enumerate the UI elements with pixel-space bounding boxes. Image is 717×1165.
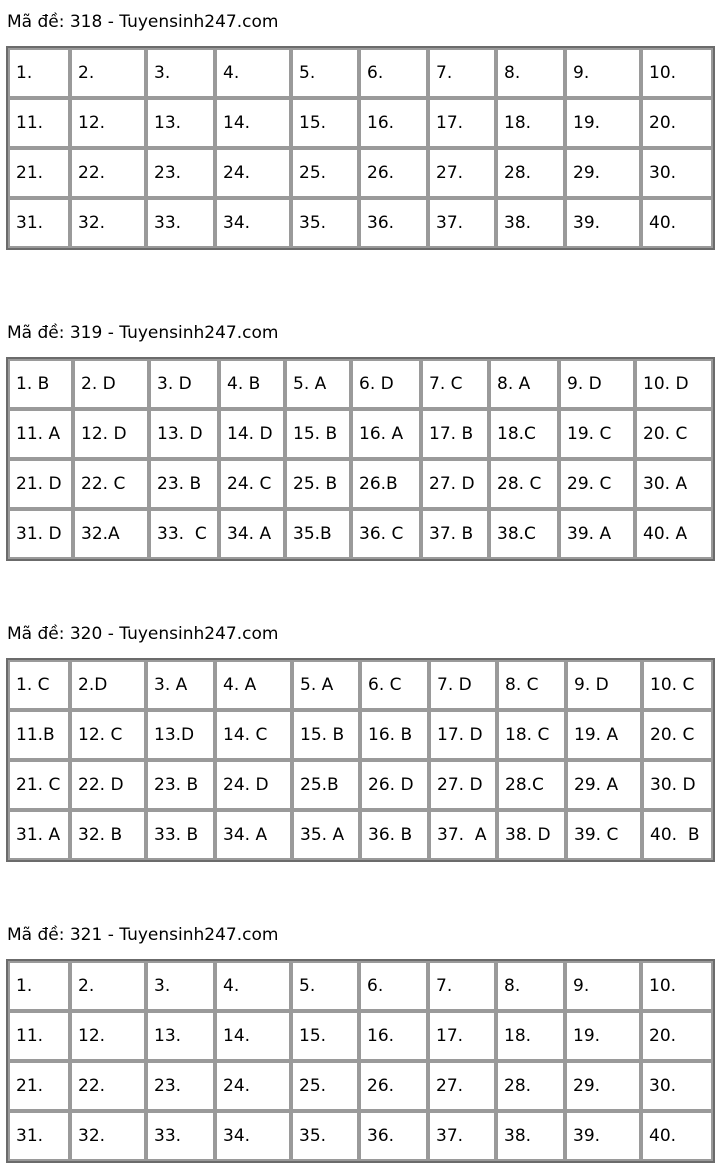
answer-cell: 10. C [642,660,713,710]
answer-cell: 10. D [635,359,713,409]
answer-cell: 35. [291,198,359,248]
answer-cell: 5. A [285,359,351,409]
answer-cell: 23. [146,148,215,198]
answer-cell: 11. A [8,409,73,459]
answer-cell: 13. D [149,409,219,459]
answer-cell: 12. [70,98,146,148]
table-row [8,1111,713,1161]
answer-cell: 30. [641,1061,713,1111]
answer-cell: 21. D [8,459,73,509]
answer-cell: 8. [496,961,565,1011]
answer-cell: 1. [8,961,70,1011]
answer-cell: 39. [565,198,641,248]
answer-cell: 3. A [146,660,215,710]
answer-cell: 38. [496,198,565,248]
answer-cell: 11.B [8,710,70,760]
answer-cell: 22. C [73,459,149,509]
answer-cell: 9. D [559,359,635,409]
answer-cell: 16. [359,1011,428,1061]
answer-cell: 31. D [8,509,73,559]
answer-cell: 27. [428,1061,496,1111]
answer-cell: 7. [428,48,496,98]
answer-cell: 17. [428,1011,496,1061]
answer-cell: 36. [359,198,428,248]
answer-cell: 22. D [70,760,146,810]
answer-cell: 3. D [149,359,219,409]
answer-cell: 4. A [215,660,292,710]
answer-cell: 12. D [73,409,149,459]
table-row [8,961,713,1011]
answer-cell: 3. [146,48,215,98]
answer-cell: 24. [215,148,291,198]
answer-cell: 22. [70,148,146,198]
answer-cell: 15. [291,98,359,148]
table-row [8,198,713,248]
table-row [8,359,713,409]
answer-cell: 36. [359,1111,428,1161]
answer-cell: 34. A [215,810,292,860]
answer-cell: 26. D [360,760,429,810]
answer-cell: 24. [215,1061,291,1111]
answer-cell: 4. B [219,359,285,409]
answer-cell: 13. [146,98,215,148]
answer-cell: 2.D [70,660,146,710]
answer-cell: 28. C [489,459,559,509]
answer-cell: 8. [496,48,565,98]
answer-cell: 12. C [70,710,146,760]
answer-cell: 16. B [360,710,429,760]
answer-cell: 23. [146,1061,215,1111]
answer-cell: 33. B [146,810,215,860]
answer-cell: 20. C [642,710,713,760]
answer-cell: 39. A [559,509,635,559]
answer-cell: 9. [565,48,641,98]
answer-cell: 25. B [285,459,351,509]
answer-cell: 6. [359,961,428,1011]
answer-cell: 25. [291,1061,359,1111]
table-row [8,760,713,810]
answer-cell: 37. [428,198,496,248]
answer-cell: 8. C [497,660,566,710]
answer-cell: 7. [428,961,496,1011]
answer-cell: 40. [641,1111,713,1161]
answer-cell: 2. [70,961,146,1011]
answer-cell: 40. [641,198,713,248]
answer-cell: 29. A [566,760,642,810]
answer-cell: 28. [496,148,565,198]
answer-cell: 29. [565,148,641,198]
answer-cell: 15. B [292,710,360,760]
answer-cell: 31. [8,1111,70,1161]
answer-cell: 5. A [292,660,360,710]
answer-cell: 38. D [497,810,566,860]
answer-cell: 22. [70,1061,146,1111]
answer-cell: 27. D [421,459,489,509]
answer-cell: 6. [359,48,428,98]
answer-cell: 19. C [559,409,635,459]
answer-cell: 9. D [566,660,642,710]
answer-cell: 16. A [351,409,421,459]
answer-cell: 34. [215,198,291,248]
answer-cell: 26. [359,148,428,198]
answer-cell: 24. D [215,760,292,810]
section-heading-320: Mã đề: 320 - Tuyensinh247.com [7,624,279,644]
answer-table-318 [6,46,715,250]
answer-cell: 5. [291,961,359,1011]
answer-cell: 27. [428,148,496,198]
answer-cell: 21. [8,148,70,198]
answer-table-320 [6,658,715,862]
answer-cell: 40. A [635,509,713,559]
answer-cell: 11. [8,1011,70,1061]
answer-cell: 13.D [146,710,215,760]
table-row [8,148,713,198]
answer-cell: 19. [565,1011,641,1061]
answer-cell: 35. [291,1111,359,1161]
answer-cell: 35.B [285,509,351,559]
answer-cell: 30. [641,148,713,198]
answer-cell: 14. D [219,409,285,459]
answer-cell: 34. A [219,509,285,559]
answer-cell: 17. B [421,409,489,459]
answer-cell: 35. A [292,810,360,860]
answer-cell: 10. [641,961,713,1011]
answer-cell: 31. [8,198,70,248]
answer-cell: 37. [428,1111,496,1161]
answer-cell: 20. C [635,409,713,459]
answer-cell: 28. [496,1061,565,1111]
answer-cell: 7. C [421,359,489,409]
answer-cell: 38. [496,1111,565,1161]
answer-cell: 16. [359,98,428,148]
answer-cell: 18. [496,1011,565,1061]
table-row [8,1011,713,1061]
answer-cell: 6. D [351,359,421,409]
answer-cell: 26.B [351,459,421,509]
answer-table-319 [6,357,715,561]
answer-cell: 17. D [429,710,497,760]
answer-cell: 27. D [429,760,497,810]
answer-cell: 37. B [421,509,489,559]
answer-cell: 2. [70,48,146,98]
table-row [8,409,713,459]
answer-cell: 12. [70,1011,146,1061]
answer-cell: 13. [146,1011,215,1061]
table-row [8,459,713,509]
answer-cell: 19. A [566,710,642,760]
answer-cell: 39. [565,1111,641,1161]
answer-cell: 14. C [215,710,292,760]
answer-cell: 1. B [8,359,73,409]
answer-cell: 20. [641,98,713,148]
answer-cell: 36. C [351,509,421,559]
answer-cell: 5. [291,48,359,98]
table-row [8,660,713,710]
answer-cell: 25.B [292,760,360,810]
answer-cell: 8. A [489,359,559,409]
answer-cell: 7. D [429,660,497,710]
answer-cell: 32. [70,198,146,248]
answer-table-321 [6,959,715,1163]
answer-cell: 6. C [360,660,429,710]
table-row [8,810,713,860]
table-row [8,1061,713,1111]
answer-cell: 28.C [497,760,566,810]
answer-cell: 37. A [429,810,497,860]
answer-cell: 17. [428,98,496,148]
table-row [8,98,713,148]
answer-cell: 36. B [360,810,429,860]
answer-cell: 32. B [70,810,146,860]
answer-cell: 38.C [489,509,559,559]
answer-cell: 33. C [149,509,219,559]
answer-cell: 33. [146,1111,215,1161]
answer-cell: 30. A [635,459,713,509]
answer-cell: 40. B [642,810,713,860]
answer-cell: 3. [146,961,215,1011]
answer-cell: 4. [215,48,291,98]
answer-cell: 32.A [73,509,149,559]
answer-cell: 21. [8,1061,70,1111]
answer-cell: 10. [641,48,713,98]
answer-cell: 26. [359,1061,428,1111]
answer-cell: 1. C [8,660,70,710]
answer-cell: 32. [70,1111,146,1161]
answer-cell: 39. C [566,810,642,860]
answer-cell: 2. D [73,359,149,409]
answer-cell: 15. B [285,409,351,459]
table-row [8,710,713,760]
answer-cell: 21. C [8,760,70,810]
answer-cell: 4. [215,961,291,1011]
answer-cell: 29. [565,1061,641,1111]
answer-cell: 14. [215,98,291,148]
answer-cell: 1. [8,48,70,98]
answer-cell: 31. A [8,810,70,860]
answer-cell: 14. [215,1011,291,1061]
answer-cell: 29. C [559,459,635,509]
answer-cell: 18. [496,98,565,148]
answer-cell: 18.C [489,409,559,459]
answer-cell: 18. C [497,710,566,760]
answer-cell: 24. C [219,459,285,509]
answer-cell: 23. B [146,760,215,810]
answer-cell: 25. [291,148,359,198]
answer-cell: 23. B [149,459,219,509]
table-row [8,48,713,98]
answer-cell: 34. [215,1111,291,1161]
section-heading-318: Mã đề: 318 - Tuyensinh247.com [7,12,279,32]
answer-cell: 33. [146,198,215,248]
answer-cell: 30. D [642,760,713,810]
table-row [8,509,713,559]
section-heading-319: Mã đề: 319 - Tuyensinh247.com [7,323,279,343]
answer-cell: 9. [565,961,641,1011]
answer-cell: 19. [565,98,641,148]
answer-cell: 11. [8,98,70,148]
answer-cell: 15. [291,1011,359,1061]
answer-cell: 20. [641,1011,713,1061]
section-heading-321: Mã đề: 321 - Tuyensinh247.com [7,925,279,945]
